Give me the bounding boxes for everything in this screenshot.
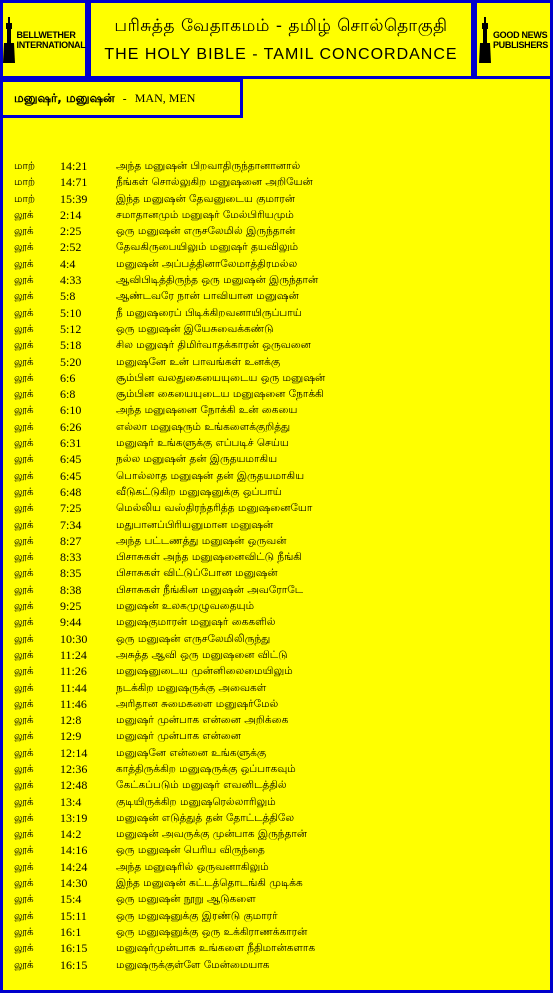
list-item xyxy=(14,696,544,712)
tower-icon xyxy=(479,17,491,63)
entry-reference: 11:46 xyxy=(60,696,87,711)
entry-text: குடியிருக்கிற மனுஷரெல்லாரிலும் xyxy=(116,795,276,808)
list-item xyxy=(14,549,544,565)
entry-reference: 14:24 xyxy=(60,859,88,874)
entry-book: லூக் xyxy=(14,583,34,596)
entry-text: அசுத்த ஆவி ஒரு மனுஷனை விட்டு xyxy=(116,648,288,661)
entry-book: லூக் xyxy=(14,925,34,938)
entry-reference: 5:10 xyxy=(60,305,82,320)
entry-reference: 6:10 xyxy=(60,403,82,418)
entry-text: ஒரு மனுஷன் பெரிய விருந்தை xyxy=(116,844,265,857)
entry-reference: 14:71 xyxy=(60,175,88,190)
entry-reference: 11:26 xyxy=(60,664,87,679)
entry-reference: 10:30 xyxy=(60,631,88,646)
entry-text: மனுஷனுடைய முன்னிலைமையிலும் xyxy=(116,665,293,678)
entry-text: ஒரு மனுஷன் இயேசுவைக்கண்டு xyxy=(116,322,274,335)
entry-text: நடக்கிற மனுஷருக்கு அவைகள் xyxy=(116,681,267,694)
entry-text: காத்திருக்கிற மனுஷருக்கு ஒப்பாகவும் xyxy=(116,762,296,775)
list-item xyxy=(14,354,544,370)
entry-book: மாற் xyxy=(14,160,36,172)
bellwether-logo xyxy=(3,17,86,63)
entry-book: லூக் xyxy=(14,942,34,955)
entry-text: மனுஷனே உன் பாவங்கள் உனக்கு xyxy=(116,355,281,368)
entry-text: ஆண்டவரே நான் பாவியான மனுஷன் xyxy=(116,290,299,303)
entry-book: லூக் xyxy=(14,665,34,678)
headword-tamil: மனுஷர், மனுஷன் xyxy=(14,90,115,105)
list-item xyxy=(14,761,544,777)
entry-book: லூக் xyxy=(14,697,34,710)
entry-book: லூக் xyxy=(14,290,34,303)
list-item xyxy=(14,239,544,255)
entry-book: லூக் xyxy=(14,469,34,482)
list-item xyxy=(14,500,544,516)
entry-text: மனுஷன் அப்பத்தினாலேமாத்திரமல்ல xyxy=(116,257,298,270)
entry-reference: 4:33 xyxy=(60,273,82,288)
list-item xyxy=(14,712,544,728)
entry-book: லூக் xyxy=(14,844,34,857)
entry-reference: 5:20 xyxy=(60,354,82,369)
title-english: THE HOLY BIBLE - TAMIL CONCORDANCE xyxy=(104,45,458,63)
entry-text: தேவகிருபையிலும் மனுஷர் தயவிலும் xyxy=(116,241,299,254)
entry-book: லூக் xyxy=(14,909,34,922)
list-item xyxy=(14,191,544,207)
list-item xyxy=(14,794,544,810)
list-item xyxy=(14,158,544,174)
list-item xyxy=(14,272,544,288)
list-item xyxy=(14,451,544,467)
entry-text: மெல்லிய வஸ்திரந்தரித்த மனுஷனையோ xyxy=(116,502,313,515)
list-item xyxy=(14,826,544,842)
entry-text: மனுஷருக்குள்ளே மேன்மையாக xyxy=(116,958,270,971)
entry-book: லூக் xyxy=(14,306,34,319)
list-item xyxy=(14,582,544,598)
list-item xyxy=(14,256,544,272)
list-item xyxy=(14,565,544,581)
list-item xyxy=(14,631,544,647)
entry-book: லூக் xyxy=(14,795,34,808)
entry-reference: 11:24 xyxy=(60,647,87,662)
entry-text: வீடுகட்டுகிற மனுஷனுக்கு ஒப்பாய் xyxy=(116,485,282,498)
headword-english: MAN, MEN xyxy=(134,91,196,105)
headword-box xyxy=(0,79,243,118)
entry-book: லூக் xyxy=(14,420,34,433)
entry-text: நல்ல மனுஷன் தன் இருதயமாகிய xyxy=(116,453,278,466)
entry-reference: 14:21 xyxy=(60,159,88,173)
entry-book: லூக் xyxy=(14,811,34,824)
entry-reference: 6:45 xyxy=(60,452,82,467)
list-item xyxy=(14,957,544,973)
list-item xyxy=(14,745,544,761)
entry-reference: 5:8 xyxy=(60,289,76,304)
entry-book: லூக் xyxy=(14,648,34,661)
list-item xyxy=(14,908,544,924)
list-item xyxy=(14,598,544,614)
right-logo-box xyxy=(474,0,553,79)
entry-text: சூம்பின கையையுடைய மனுஷனை நோக்கி xyxy=(116,388,324,401)
entry-text: அந்த மனுஷன் பிறவாதிருந்தானானால் xyxy=(116,160,301,172)
entry-text: மதுபானப்பிரியனுமான மனுஷன் xyxy=(116,518,274,531)
entry-text: அந்த மனுஷனை நோக்கி உன் கையை xyxy=(116,404,298,417)
entry-text: சில மனுஷர் திமிர்வாதக்காரன் ஒருவனை xyxy=(116,339,311,352)
entry-reference: 11:44 xyxy=(60,680,87,695)
entry-book: லூக் xyxy=(14,339,34,352)
entry-book: லூக் xyxy=(14,355,34,368)
list-item xyxy=(14,842,544,858)
entry-reference: 12:36 xyxy=(60,761,88,776)
entry-book: லூக் xyxy=(14,404,34,417)
entry-book: லூக் xyxy=(14,371,34,384)
list-item xyxy=(14,288,544,304)
entry-text: நீங்கள் சொல்லுகிற மனுஷனை அறியேன் xyxy=(116,176,313,189)
list-item xyxy=(14,533,544,549)
entry-text: மனுஷனே என்னை உங்களுக்கு xyxy=(116,746,267,759)
list-item xyxy=(14,924,544,940)
entry-text: மனுஷகுமாரன் மனுஷர் கைகளில் xyxy=(116,616,276,629)
entry-book: லூக் xyxy=(14,730,34,743)
entry-reference: 13:19 xyxy=(60,810,88,825)
entry-reference: 14:2 xyxy=(60,827,82,842)
list-item xyxy=(14,940,544,956)
entry-book: லூக் xyxy=(14,600,34,613)
title-tamil: பரிசுத்த வேதாகமம் - தமிழ் சொல்தொகுதி xyxy=(114,15,448,36)
entry-text: பிசாசுகள் அந்த மனுஷனைவிட்டு நீங்கி xyxy=(116,551,302,564)
entry-text: மனுஷன் எடுத்துத் தன் தோட்டத்திலே xyxy=(116,811,295,824)
entry-reference: 8:35 xyxy=(60,566,82,581)
entry-book: லூக் xyxy=(14,632,34,645)
entry-reference: 6:26 xyxy=(60,419,82,434)
entry-book: லூக் xyxy=(14,437,34,450)
entry-text: இந்த மனுஷன் தேவனுடைய குமாரன் xyxy=(116,192,295,205)
entry-text: மனுஷர் முன்பாக என்னை அறிக்கை xyxy=(116,714,289,727)
entry-book: லூக் xyxy=(14,274,34,287)
entry-text: அந்த மனுஷரில் ஒருவனாகிலும் xyxy=(116,860,269,873)
entry-book: லூக் xyxy=(14,388,34,401)
entry-reference: 9:25 xyxy=(60,599,82,614)
entry-text: ஆவிபிடித்திருந்த ஒரு மனுஷன் இருந்தான் xyxy=(116,274,319,287)
entry-text: மனுஷர் முன்பாக என்னை xyxy=(116,730,241,743)
left-logo-box xyxy=(0,0,88,79)
entry-reference: 5:12 xyxy=(60,321,82,336)
headword-separator: - xyxy=(122,91,127,106)
entry-text: இந்த மனுஷன் கட்டத்தொடங்கி முடிக்க xyxy=(116,877,303,890)
entry-reference: 13:4 xyxy=(60,794,82,809)
entry-text: ஒரு மனுஷன் எருசலேமிலிருந்து xyxy=(116,632,271,645)
list-item xyxy=(14,614,544,630)
entry-book: லூக் xyxy=(14,453,34,466)
entry-book: லூக் xyxy=(14,534,34,547)
goodnews-logo xyxy=(479,17,548,63)
list-item xyxy=(14,777,544,793)
entry-text: ஒரு மனுஷன் நூறு ஆடுகளை xyxy=(116,893,256,906)
entry-book: லூக் xyxy=(14,616,34,629)
entry-reference: 7:25 xyxy=(60,501,82,516)
entry-reference: 6:31 xyxy=(60,436,82,451)
entry-book: லூக் xyxy=(14,322,34,335)
list-item xyxy=(14,337,544,353)
list-item xyxy=(14,468,544,484)
title-box xyxy=(88,0,474,79)
entry-reference: 15:4 xyxy=(60,892,82,907)
entry-text: ஒரு மனுஷனுக்கு ஒரு உக்கிராணக்காரன் xyxy=(116,925,308,938)
entry-reference: 16:15 xyxy=(60,957,88,972)
list-item xyxy=(14,647,544,663)
entry-reference: 12:9 xyxy=(60,729,82,744)
entry-reference: 6:45 xyxy=(60,468,82,483)
left-logo-line2: INTERNATIONAL xyxy=(16,39,86,50)
entry-reference: 7:34 xyxy=(60,517,82,532)
entry-book: லூக் xyxy=(14,779,34,792)
entry-book: லூக் xyxy=(14,502,34,515)
entry-book: லூக் xyxy=(14,714,34,727)
entry-reference: 2:14 xyxy=(60,207,82,222)
entry-reference: 5:18 xyxy=(60,338,82,353)
list-item xyxy=(14,810,544,826)
left-logo-line1: BELLWETHER xyxy=(16,29,76,40)
list-item xyxy=(14,223,544,239)
entry-reference: 8:27 xyxy=(60,533,82,548)
entry-book: லூக் xyxy=(14,241,34,254)
entry-text: அந்த பட்டணத்து மனுஷன் ஒருவன் xyxy=(116,534,287,547)
entry-text: மனுஷர்முன்பாக உங்களை நீதிமான்களாக xyxy=(116,942,316,955)
entry-book: லூக் xyxy=(14,828,34,841)
entry-text: சமாதானமும் மனுஷர் மேல்பிரியமும் xyxy=(116,208,294,221)
entry-reference: 16:15 xyxy=(60,941,88,956)
entry-text: கேட்கப்படும் மனுஷர் எவனிடத்தில் xyxy=(116,779,287,792)
list-item xyxy=(14,875,544,891)
entry-book: லூக் xyxy=(14,518,34,531)
entry-text: சூம்பின வலதுகையையுடைய ஒரு மனுஷன் xyxy=(116,371,326,384)
list-item xyxy=(14,663,544,679)
list-item xyxy=(14,207,544,223)
entry-reference: 6:48 xyxy=(60,484,82,499)
entry-book: லூக் xyxy=(14,860,34,873)
list-item xyxy=(14,435,544,451)
list-item xyxy=(14,305,544,321)
entry-text: ஒரு மனுஷனுக்கு இரண்டு குமாரர் xyxy=(116,909,278,922)
entry-reference: 14:16 xyxy=(60,843,88,858)
right-logo-line2: PUBLISHERS xyxy=(492,39,548,50)
entry-text: மனுஷன் அவருக்கு முன்பாக இருந்தான் xyxy=(116,828,308,841)
entry-reference: 12:8 xyxy=(60,713,82,728)
entry-book: லூக் xyxy=(14,485,34,498)
list-item xyxy=(14,321,544,337)
list-item xyxy=(14,402,544,418)
entry-reference: 16:1 xyxy=(60,924,82,939)
entry-text: பொல்லாத மனுஷன் தன் இருதயமாகிய xyxy=(116,469,305,482)
entry-reference: 8:33 xyxy=(60,550,82,565)
entry-text: ஒரு மனுஷன் எருசலேமில் இருந்தான் xyxy=(116,225,296,238)
list-item xyxy=(14,419,544,435)
entry-book: லூக் xyxy=(14,958,34,971)
list-item xyxy=(14,728,544,744)
entry-text: பிசாசுகள் விட்டுப்போன மனுஷன் xyxy=(116,567,278,580)
entry-reference: 15:11 xyxy=(60,908,87,923)
entry-book: லூக் xyxy=(14,681,34,694)
entry-reference: 8:38 xyxy=(60,582,82,597)
right-logo-line1: GOOD NEWS xyxy=(492,29,548,40)
entry-reference: 14:30 xyxy=(60,876,88,891)
list-item xyxy=(14,517,544,533)
list-item xyxy=(14,859,544,875)
entry-reference: 15:39 xyxy=(60,191,88,206)
list-item xyxy=(14,370,544,386)
entry-book: லூக் xyxy=(14,208,34,221)
entry-reference: 6:8 xyxy=(60,387,76,402)
entry-reference: 6:6 xyxy=(60,370,76,385)
concordance-list xyxy=(14,158,544,973)
entry-text: நீ மனுஷரைப் பிடிக்கிறவனாயிருப்பாய் xyxy=(116,306,302,319)
entry-text: பிசாசுகள் நீங்கின மனுஷன் அவரோடே xyxy=(116,583,304,596)
entry-book: லூக் xyxy=(14,893,34,906)
list-item xyxy=(14,174,544,190)
list-item xyxy=(14,386,544,402)
entry-reference: 2:52 xyxy=(60,240,82,255)
entry-reference: 12:48 xyxy=(60,778,88,793)
entry-book: லூக் xyxy=(14,746,34,759)
entry-reference: 9:44 xyxy=(60,615,82,630)
entry-book: லூக் xyxy=(14,567,34,580)
entry-text: மனுஷன் உலகமுழுவதையும் xyxy=(116,600,255,613)
tower-icon xyxy=(3,17,15,63)
entry-reference: 4:4 xyxy=(60,256,76,271)
entry-book: லூக் xyxy=(14,257,34,270)
entry-book: லூக் xyxy=(14,225,34,238)
list-item xyxy=(14,680,544,696)
entry-reference: 2:25 xyxy=(60,224,82,239)
entry-reference: 12:14 xyxy=(60,745,88,760)
entry-book: லூக் xyxy=(14,762,34,775)
entry-text: எல்லா மனுஷரும் உங்களைக்குறித்து xyxy=(116,420,291,433)
entry-text: மனுஷர் உங்களுக்கு எப்படிச் செய்ய xyxy=(116,437,289,450)
entry-book: மாற் xyxy=(14,192,36,205)
entry-book: மாற் xyxy=(14,176,36,189)
list-item xyxy=(14,484,544,500)
entry-book: லூக் xyxy=(14,877,34,890)
entry-text: அரிதான சுமைகளை மனுஷர்மேல் xyxy=(116,697,279,710)
entry-book: லூக் xyxy=(14,551,34,564)
list-item xyxy=(14,891,544,907)
